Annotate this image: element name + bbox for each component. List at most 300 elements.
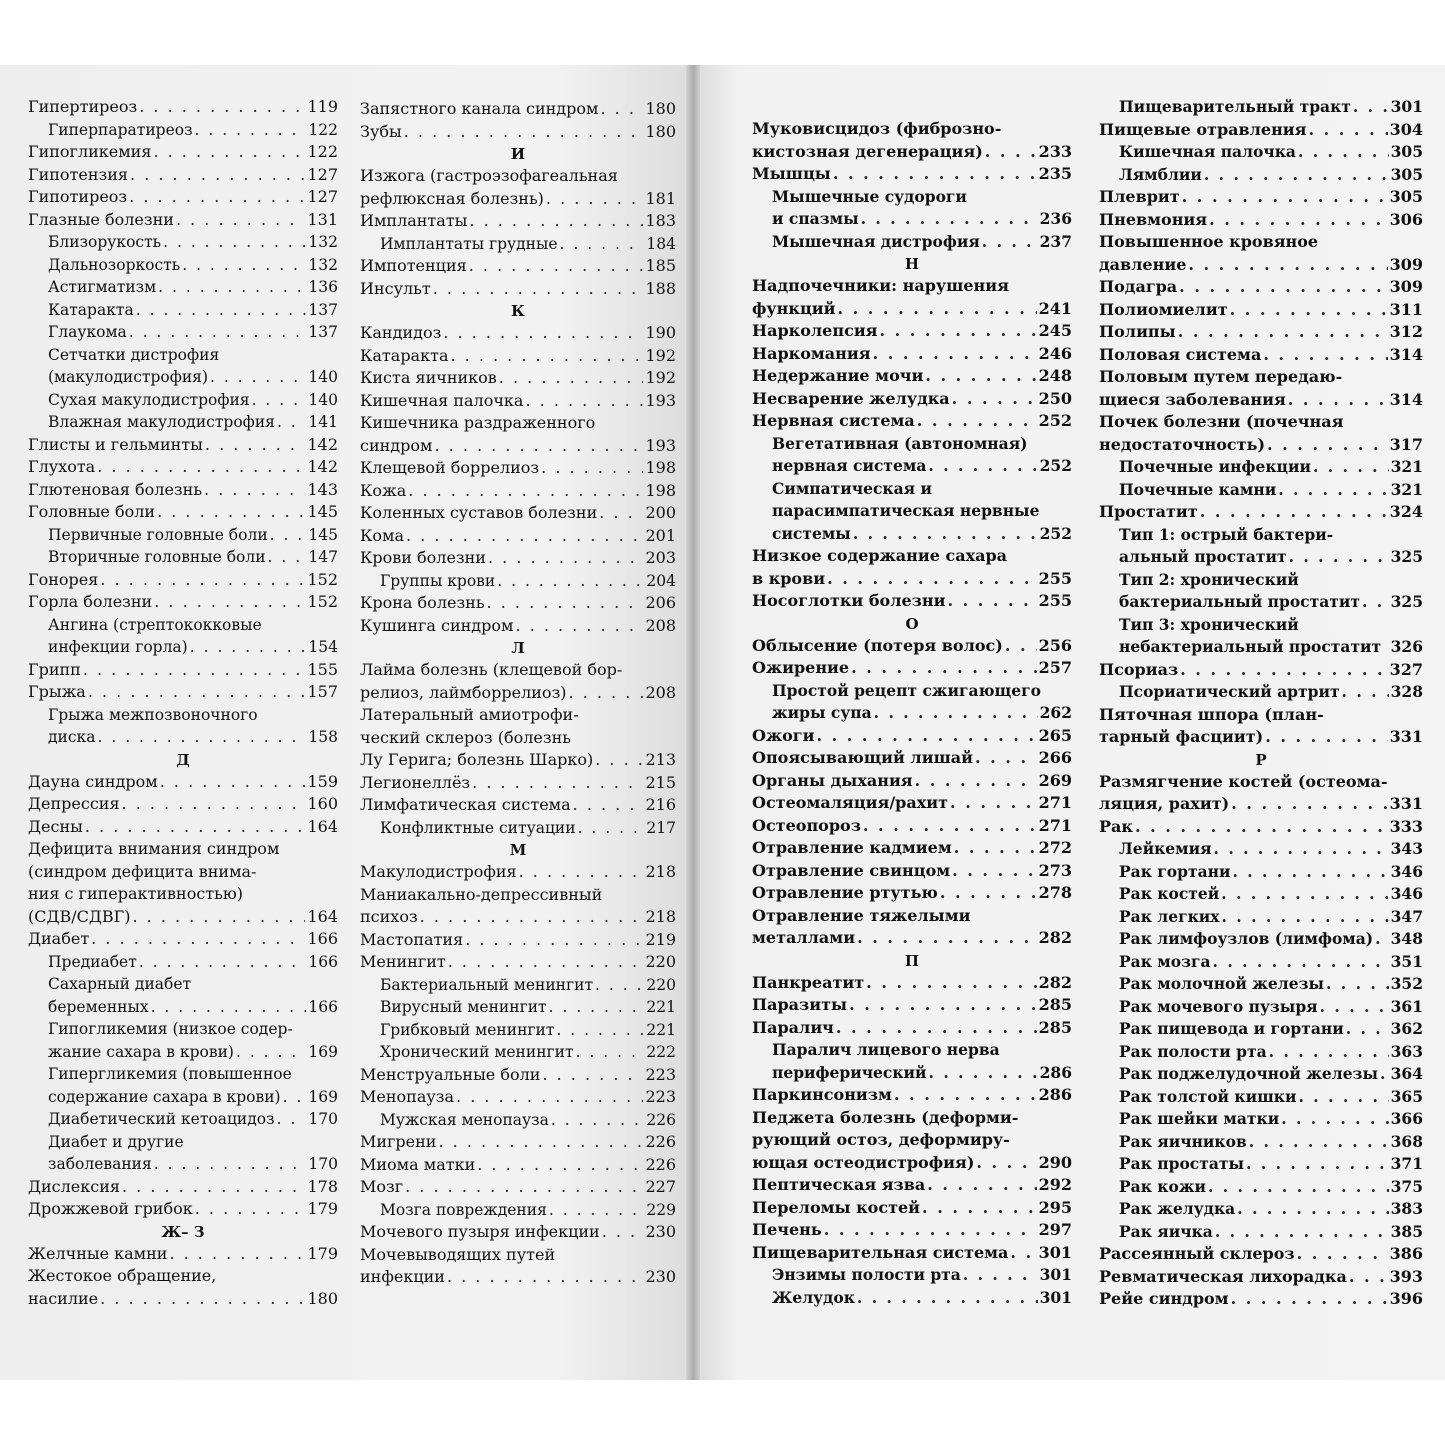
entry-term: Вирусный менингит [380,998,547,1016]
entry-term: щиеся заболевания [1099,389,1286,409]
dot-leader [1179,276,1387,299]
dot-leader [947,590,1036,613]
entry-term: Клещевой боррелиоз [360,458,540,477]
dot-leader [1182,186,1388,209]
index-column-4 [1099,96,1423,1311]
entry-term: нервная система [772,456,927,475]
page-number: 180 [645,99,676,118]
entry-term: (СДВ/СДВГ) [28,906,131,926]
index-subentry [28,321,338,344]
page-number: 181 [645,188,676,208]
entry-term-line: Муковисцидоз (фиброзно- [752,119,1002,138]
dot-leader [497,570,644,593]
entry-term: Рак поджелудочной железы [1119,1064,1378,1083]
page-number: 393 [1389,1266,1423,1286]
page-number: 383 [1390,1199,1423,1218]
index-subentry [28,276,338,299]
page-number: 286 [1039,1062,1072,1082]
dot-leader [488,547,643,570]
entry-term: Гонорея [28,569,99,589]
page-number: 221 [646,998,676,1016]
entry-term-line: Симпатическая и [772,478,933,498]
page-number: 230 [645,1222,676,1241]
entry-term: Лу Герига; болезнь Шарко) [360,750,594,769]
dot-leader [600,98,643,121]
index-subentry [1099,883,1423,906]
entry-term: заболевания [48,1155,152,1173]
page-number: 321 [1390,479,1423,499]
dot-leader [1209,209,1388,232]
page-number: 164 [307,906,338,926]
dot-leader [541,457,643,480]
entry-term-line: Сетчатки дистрофия [48,345,220,364]
index-entry [1099,1266,1423,1289]
index-entry [360,1131,676,1154]
dot-leader [1298,1086,1388,1109]
index-entry [1099,501,1423,524]
page-number: 166 [308,952,338,971]
index-entry [1099,254,1423,277]
index-entry [752,163,1072,186]
index-entry [1099,389,1423,412]
index-entry [1099,1288,1423,1311]
page-number: 190 [645,323,676,342]
index-entry [752,747,1072,770]
section-letter-heading: О [905,614,919,633]
entry-term: Лимфатическая система [360,795,571,814]
page-number: 292 [1038,1175,1072,1194]
page-number: 137 [308,323,338,341]
index-subentry [752,208,1072,231]
entry-term: Рак гортани [1119,861,1231,881]
index-entry [1099,209,1423,232]
index-entry [360,682,676,705]
page-number: 169 [308,1087,338,1106]
index-subentry [1099,1221,1423,1244]
page-number: 346 [1390,884,1423,903]
page-number: 170 [308,1155,338,1173]
page-number: 252 [1038,411,1072,430]
index-entry [28,479,338,502]
page-number: 198 [645,480,676,500]
index-subentry [1099,1153,1423,1176]
entry-term: Диабет [28,929,90,948]
index-subentry [1099,1131,1423,1154]
page-number: 365 [1390,1086,1423,1106]
page-number: 285 [1038,995,1072,1014]
section-letter-heading: Д [176,750,190,769]
entry-term: Имплантаты грудные [380,234,558,253]
entry-term: Зубы [360,121,402,141]
entry-term-line: Надпочечники: нарушения [752,276,1009,295]
page-number: 141 [308,413,338,431]
index-subentry [28,524,338,547]
page-number: 193 [645,435,676,455]
index-entry [1099,793,1423,816]
page-number: 154 [308,638,338,656]
entry-term: Рак мочевого пузыря [1119,996,1318,1016]
page-number: 346 [1390,861,1423,881]
dot-leader [153,141,305,164]
page-number: 317 [1389,434,1423,454]
dot-leader [472,772,643,795]
index-entry [28,928,338,951]
dot-leader [975,747,1037,770]
dot-leader [602,1221,644,1244]
page-number: 271 [1038,815,1072,835]
entry-term: Предиабет [48,952,137,971]
dot-leader [406,525,643,548]
index-entry [752,320,1072,343]
index-entry [752,635,1072,658]
dot-leader [97,456,305,479]
index-subentry [360,1109,676,1132]
index-entry [1099,119,1423,142]
index-subentry [360,1199,676,1222]
index-entry [360,1086,676,1109]
entry-term-line: (синдром дефицита внима- [28,861,257,881]
entry-term: Мозга повреждения [380,1200,547,1219]
page-number: 127 [307,164,338,184]
dot-leader [1246,1153,1389,1176]
entry-term: Рак молочной железы [1119,974,1325,993]
dot-leader [176,209,306,232]
entry-term: Остеомаляция/рахит [752,793,949,812]
index-entry [752,882,1072,905]
page-number: 208 [645,682,676,702]
entry-term: Рак мозга [1119,951,1211,971]
page-number: 237 [1039,231,1072,251]
index-subentry [360,570,676,593]
entry-term: Грибковый менингит [380,1020,555,1039]
index-entry [28,96,338,119]
index-entry [360,188,676,211]
index-subentry [1099,1086,1423,1109]
dot-leader [1222,906,1389,929]
dot-leader [922,1197,1037,1220]
page-number: 301 [1039,1265,1072,1284]
page-number: 271 [1038,793,1072,812]
page-number: 324 [1389,502,1423,521]
dot-leader [515,615,643,638]
entry-term: Пищеварительная система [752,1242,1009,1262]
dot-leader [443,322,643,345]
index-subentry [28,299,338,322]
entry-term: Менопауза [360,1087,455,1106]
page-number: 183 [645,211,676,230]
page-number: 222 [646,1043,676,1061]
entry-term: Запястного канала синдром [360,99,599,118]
dot-leader [1380,1063,1389,1086]
page-number: 304 [1389,119,1423,139]
index-entry [1099,321,1423,344]
page-number: 297 [1038,1220,1072,1239]
page-number: 208 [645,615,676,635]
entry-term: Отравление свинцом [752,860,951,880]
section-letter-heading: Н [904,255,920,273]
dot-leader [447,1266,644,1289]
dot-leader [270,524,307,547]
dot-leader [157,501,305,524]
entry-term: Крона болезнь [360,593,485,612]
entry-term: Органы дыхания [752,770,913,790]
dot-leader [849,994,1037,1017]
dot-leader [469,255,644,278]
page-number: 362 [1390,1019,1423,1038]
entry-term: Головные боли [28,502,156,521]
index-subentry [28,119,338,142]
index-subentry [28,411,338,434]
entry-term-line: ния с гиперактивностью) [28,884,244,903]
dot-leader [434,435,643,458]
dot-leader [1231,1288,1388,1311]
index-entry [360,367,676,390]
dot-leader [551,1109,645,1132]
page-number: 122 [307,142,338,161]
index-entry [1099,186,1423,209]
entry-term: Отравление кадмием [752,838,952,857]
index-entry [752,994,1072,1017]
dot-leader [838,298,1037,321]
entry-term: Псориатический артрит [1119,682,1340,701]
dot-leader [927,1174,1036,1197]
entry-term: Рак шейки матки [1119,1109,1280,1128]
entry-term: Мигрени [360,1132,437,1151]
index-entry [1099,726,1423,749]
entry-term: Нарколепсия [752,321,878,340]
index-entry [752,365,1072,388]
dot-leader [204,479,305,502]
entry-term-line: Маниакально-депрессивный [360,884,603,904]
dot-leader [874,702,1038,725]
page-number: 220 [645,952,676,971]
index-subentry [28,546,338,569]
entry-term: Паразиты [752,995,848,1014]
entry-term: Мужская менопауза [380,1110,549,1129]
index-entry [752,410,1072,433]
index-entry [752,343,1072,366]
entry-term-line: Дефицита внимания синдром [28,839,280,858]
dot-leader [1237,1198,1388,1221]
page-number: 250 [1038,388,1072,408]
dot-leader [894,1084,1037,1107]
dot-leader [1298,141,1389,164]
entry-term: Крови болезни [360,548,486,567]
dot-leader [151,996,307,1019]
dot-leader [952,388,1037,411]
entry-term-line: рующий остоз, деформиру- [752,1130,1010,1149]
page-number: 230 [645,1267,676,1286]
page-number: 188 [645,278,676,298]
page-number: 361 [1390,996,1423,1016]
index-entry [752,770,1072,793]
dot-leader [1265,726,1387,749]
index-entry [360,98,676,121]
dot-leader [236,1041,306,1064]
page-number: 218 [645,862,676,881]
entry-term: Почечные инфекции [1119,457,1311,476]
dot-leader [857,927,1037,950]
dot-leader [136,299,307,322]
dot-leader [1215,1221,1389,1244]
entry-term: Плеврит [1099,187,1180,206]
page-number: 180 [307,1288,338,1308]
dot-leader [139,951,307,974]
entry-term: Рак желудка [1119,1199,1236,1218]
entry-term: бактериальный простатит [1119,592,1360,611]
page-number: 305 [1390,164,1423,184]
dot-leader [985,141,1037,164]
entry-term: Наркомания [752,343,871,363]
dot-leader [277,1108,307,1131]
entry-term: насилие [28,1288,99,1308]
page-number: 136 [308,278,338,296]
index-subentry [1099,906,1423,929]
dot-leader [1180,659,1387,682]
dot-leader [1231,793,1387,816]
index-entry [752,1219,1072,1242]
page-number: 201 [645,525,676,545]
dot-leader [1278,479,1388,502]
dot-leader [154,1153,307,1176]
index-entry [752,972,1072,995]
page-number: 252 [1039,523,1072,543]
entry-term-line: Половым путем передаю- [1099,367,1343,386]
dot-leader [569,682,644,705]
index-entry [752,725,1072,748]
entry-term-line: Кишечника раздраженного [360,413,596,432]
dot-leader [1320,996,1389,1019]
dot-leader [573,794,644,817]
page-number: 200 [645,503,676,522]
entry-term: Остеопороз [752,815,861,835]
entry-term: ляция, рахит) [1099,794,1230,813]
entry-term-line: Диабет и другие [48,1132,184,1151]
dot-leader [130,164,305,187]
index-subentry [360,1041,676,1064]
index-entry [752,568,1072,591]
dot-leader [1263,344,1387,367]
entry-term-line: Повышенное кровяное [1099,232,1319,251]
page-number: 218 [645,907,676,926]
dot-leader [1362,591,1389,614]
index-subentry [1099,479,1423,502]
dot-leader [1010,1242,1036,1265]
dot-leader [100,1288,305,1311]
entry-term: Дрожжевой грибок [28,1199,193,1218]
entry-term: релиоз, лаймборрелиоз) [360,682,567,702]
dot-leader [857,1287,1038,1310]
page-number: 145 [308,525,338,544]
index-subentry [28,254,338,277]
page-number: 140 [308,390,338,409]
dot-leader [1135,816,1388,839]
index-subentry [1099,951,1423,974]
entry-term-line: ческий склероз (болезнь [360,727,571,747]
dot-leader [158,276,306,299]
entry-term: содержание сахара в крови) [48,1087,281,1106]
entry-term: Макулодистрофия [360,862,517,881]
dot-leader [542,1064,643,1087]
page-number: 309 [1389,254,1423,274]
entry-term-line: парасимпатическая нервные [772,501,1040,520]
dot-leader [477,1154,643,1177]
index-subentry [28,1041,338,1064]
dot-leader [851,657,1037,680]
dot-leader [405,1176,643,1199]
page-number: 248 [1038,366,1072,385]
page-number: 145 [307,502,338,521]
page-number: 184 [646,234,676,253]
page-number: 147 [308,548,338,566]
page-number: 273 [1038,860,1072,880]
section-letter-heading: П [904,951,920,970]
page-number: 265 [1038,725,1072,745]
page-number: 216 [645,795,676,814]
index-entry [360,278,676,301]
page-number: 119 [307,97,338,116]
dot-leader [195,119,307,142]
entry-term-line: Размягчение костей (остеома- [1099,771,1388,791]
entry-term: Нервная система [752,411,915,430]
index-entry [1099,299,1423,322]
index-entry [360,525,676,548]
index-entry [752,792,1072,815]
entry-term: Мочевого пузыря инфекции [360,1222,600,1241]
entry-term: Горла болезни [28,592,153,611]
index-subentry [28,389,338,412]
entry-term: Мастопатия [360,929,464,949]
book-gutter [686,65,700,1380]
entry-term: Кожа [360,480,407,500]
page-number: 178 [307,1176,338,1196]
index-entry [360,1266,676,1289]
page-number: 169 [308,1042,338,1061]
entry-term: Глаукома [48,323,127,341]
page-number: 235 [1038,164,1072,183]
page-number: 351 [1390,951,1423,971]
index-entry [28,186,338,209]
page-number: 131 [307,209,338,229]
entry-term: Рак пищевода и гортани [1119,1019,1344,1038]
page-number: 366 [1390,1109,1423,1128]
entry-term: Сухая макулодистрофия [48,390,250,409]
entry-term: Пневмония [1099,209,1208,229]
index-subentry [28,996,338,1019]
dot-leader [940,882,1037,905]
index-entry [360,592,676,615]
dot-leader [556,1019,644,1042]
entry-term: Печень [752,1220,822,1239]
index-subentry [752,1264,1072,1287]
page-number: 375 [1390,1176,1423,1196]
index-subentry [752,1287,1072,1310]
index-subentry [1099,141,1423,164]
page-number: 221 [646,1020,676,1039]
index-entry [752,1017,1072,1040]
page-number: 328 [1390,682,1423,701]
entry-term: Катаракта [48,300,134,319]
entry-term: недостаточность) [1099,434,1266,454]
page-number: 262 [1039,703,1072,722]
index-column-2 [360,98,676,1289]
index-subentry [1099,1176,1423,1199]
dot-leader [1221,883,1388,906]
entry-term: Глютеновая болезнь [28,479,203,499]
index-entry [360,502,676,525]
index-subentry [752,1062,1072,1085]
entry-term: Лямблии [1119,164,1202,184]
